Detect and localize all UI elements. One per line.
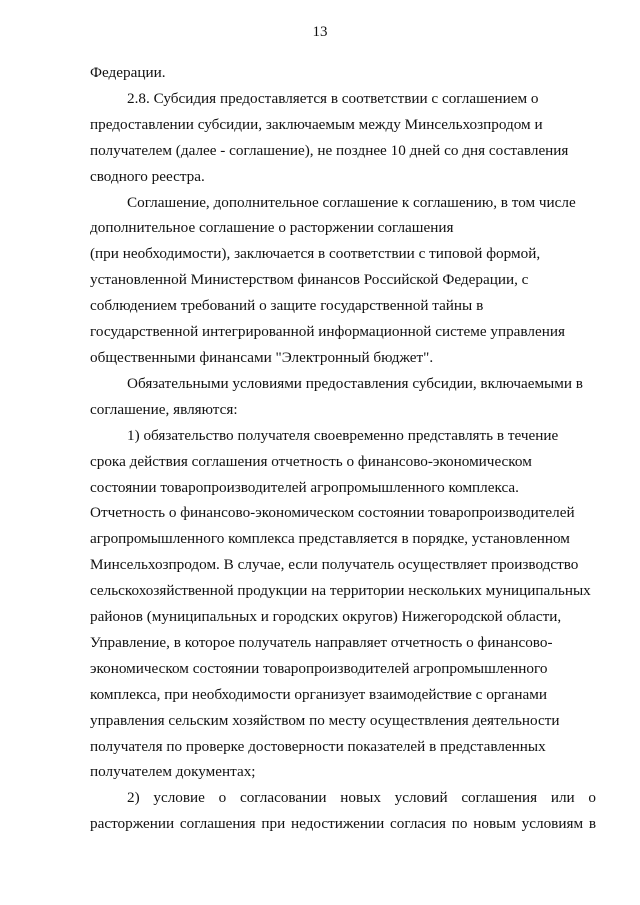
paragraph-agreement [90,190,596,371]
text-line: Обязательными условиями предоставления субсидии, включаемыми в [127,374,583,392]
paragraph-condition-2 [90,785,596,837]
text-line: срока действия соглашения отчетность о финансово-экономическом [90,452,532,470]
text-line: агропромышленного комплекса представляется в порядке, установленном [90,530,570,548]
text-line: установленной Министерством финансов Российской Федерации, с [90,271,529,289]
paragraph-condition-1 [90,423,596,786]
text-line: предоставлении субсидии, заключаемым между Минсельхозпродом и [90,115,543,133]
text-line: Управление, в которое получатель направляет отчетность о финансово- [90,633,553,651]
text-line: (при необходимости), заключается в соответствии с типовой формой, [90,245,541,263]
text-line: соблюдением требований о защите государственной тайны в [90,297,484,315]
text-line: Соглашение, дополнительное соглашение к соглашению, в том числе [127,193,576,211]
paragraph-2-8 [90,86,596,190]
text-line: расторжении соглашения при недостижении согласия по новым условиям в [90,815,596,833]
text-line: управления сельским хозяйством по месту осуществления деятельности [90,711,560,729]
body-text [90,60,596,837]
text-line: районов (муниципальных и городских округов) Нижегородской области, [90,608,562,626]
text-line: Федерации. [90,64,166,81]
page-number: 13 [312,24,328,40]
text-line: получателем документах; [90,763,256,781]
text-line: Минсельхозпродом. В случае, если получатель осуществляет производство [90,556,579,574]
text-line: 2.8. Субсидия предоставляется в соответствии с соглашением о [127,89,539,107]
paragraph-conditions [90,371,596,423]
text-line: государственной интегрированной информационной системе управления [90,323,565,341]
paragraph-continuation [90,60,596,86]
text-line: получателя по проверке достоверности показателей в представленных [90,737,546,755]
text-line: соглашение, являются: [90,400,238,418]
text-line: 1) обязательство получателя своевременно представлять в течение [127,426,559,444]
text-line: Отчетность о финансово-экономическом состоянии товаропроизводителей [90,504,575,522]
text-line: состоянии товаропроизводителей агропромышленного комплекса. [90,478,519,496]
text-line: сводного реестра. [90,167,205,185]
text-line: общественными финансами "Электронный бюджет". [90,348,434,366]
text-line: 2) условие о согласовании новых условий соглашения или о [127,789,596,807]
text-line: получателем (далее - соглашение), не позднее 10 дней со дня составления [90,141,569,159]
text-line: комплекса, при необходимости организует взаимодействие с органами [90,685,547,703]
text-line: сельскохозяйственной продукции на территории нескольких муниципальных [90,582,591,600]
text-line: дополнительное соглашение о расторжении соглашения [90,219,454,237]
text-line: экономическом состоянии товаропроизводителей агропромышленного [90,659,548,677]
